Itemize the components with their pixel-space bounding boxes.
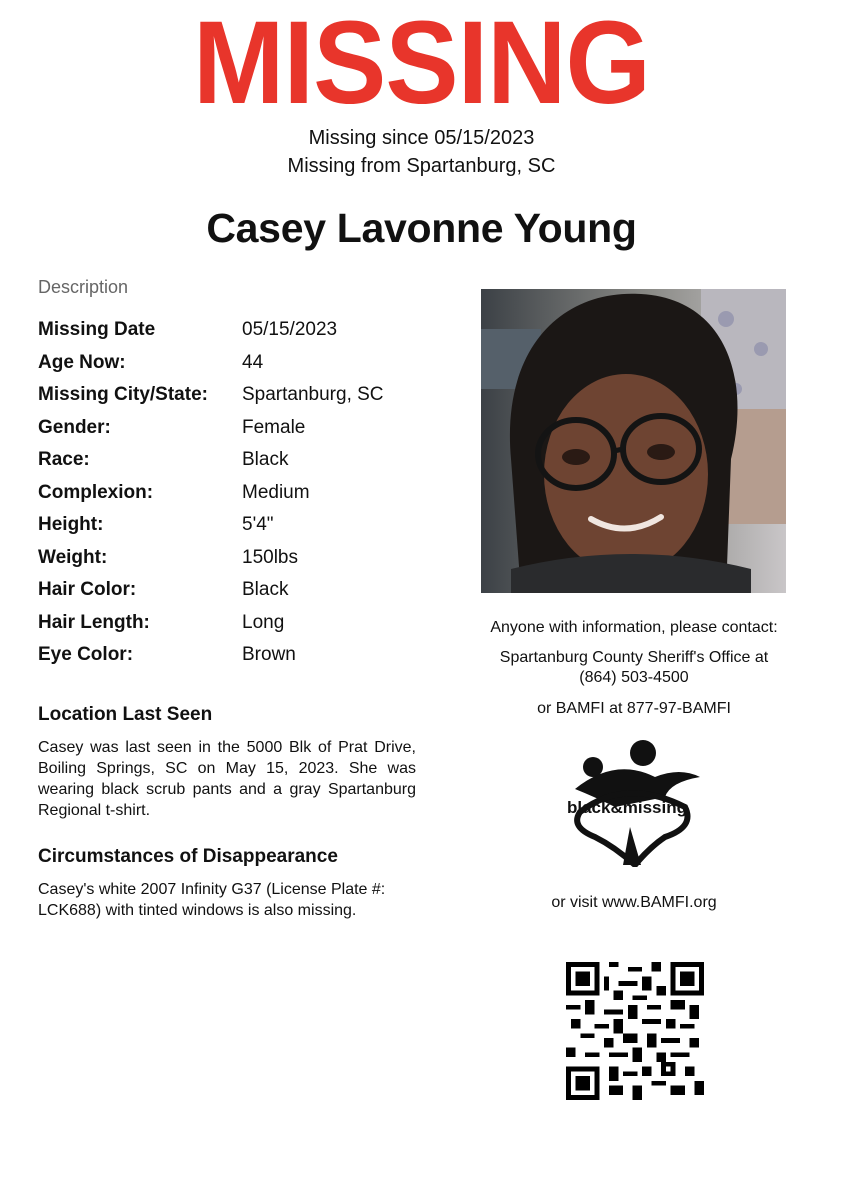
missing-since-text: Missing since 05/15/2023 <box>308 127 535 149</box>
detail-key: Complexion: <box>38 481 154 503</box>
detail-key: Hair Length: <box>38 611 150 633</box>
detail-key: Weight: <box>38 546 108 568</box>
person-name: Casey Lavonne Young <box>206 205 637 251</box>
contact-bamfi: or BAMFI at 877-97-BAMFI <box>537 700 731 717</box>
detail-row-weight <box>38 542 438 575</box>
detail-key: Eye Color: <box>38 644 134 666</box>
detail-value: 5'4" <box>242 514 274 536</box>
detail-value: Black <box>242 579 289 601</box>
detail-row-complexion <box>38 477 438 510</box>
contact-sheriff: Spartanburg County Sheriff's Office at <box>499 649 769 666</box>
black-and-missing-logo <box>555 737 705 867</box>
detail-row-race <box>38 444 438 477</box>
detail-value: 05/15/2023 <box>242 319 338 341</box>
qr-code[interactable] <box>566 962 704 1100</box>
description-label: Description <box>38 277 129 297</box>
detail-value: Medium <box>242 481 310 503</box>
circumstances-heading: Circumstances of Disappearance <box>38 846 338 867</box>
contact-visit: or visit www.BAMFI.org <box>551 894 717 911</box>
detail-key: Height: <box>38 514 104 536</box>
detail-row-missing-date <box>38 314 438 347</box>
detail-row-hair-color <box>38 574 438 607</box>
detail-key: Hair Color: <box>38 579 137 601</box>
detail-key: Missing City/State: <box>38 384 208 406</box>
detail-row-hair-length <box>38 607 438 640</box>
location-heading: Location Last Seen <box>38 704 213 725</box>
detail-value: Black <box>242 449 289 471</box>
contact-phone: (864) 503-4500 <box>579 669 689 686</box>
missing-from-text: Missing from Spartanburg, SC <box>287 155 556 177</box>
detail-row-eye-color <box>38 639 438 672</box>
logo-text: black&missing <box>567 798 687 817</box>
detail-key: Missing Date <box>38 319 156 341</box>
detail-key: Gender: <box>38 416 111 438</box>
description-table <box>38 314 438 672</box>
missing-person-photo <box>481 289 786 593</box>
detail-row-height <box>38 509 438 542</box>
detail-key: Age Now: <box>38 351 126 373</box>
detail-row-age <box>38 347 438 380</box>
detail-value: Brown <box>242 644 296 666</box>
location-text: Casey was last seen in the 5000 Blk of Prat Drive, Boiling Springs, SC on May 15, 2023. She was wearing black scrub pants and a gray Spartanburg Regional t-shirt. <box>38 739 416 819</box>
detail-row-gender <box>38 412 438 445</box>
detail-value: Long <box>242 611 285 633</box>
detail-value: Spartanburg, SC <box>242 384 384 406</box>
detail-value: 44 <box>242 351 264 373</box>
detail-key: Race: <box>38 449 90 471</box>
missing-title: MISSING <box>193 0 650 129</box>
detail-row-city-state <box>38 379 438 412</box>
detail-value: Female <box>242 416 306 438</box>
detail-value: 150lbs <box>242 546 298 568</box>
circumstances-text: Casey's white 2007 Infinity G37 (License Plate #: LCK688) with tinted windows is also missing. <box>38 881 386 919</box>
contact-intro: Anyone with information, please contact: <box>490 619 778 636</box>
